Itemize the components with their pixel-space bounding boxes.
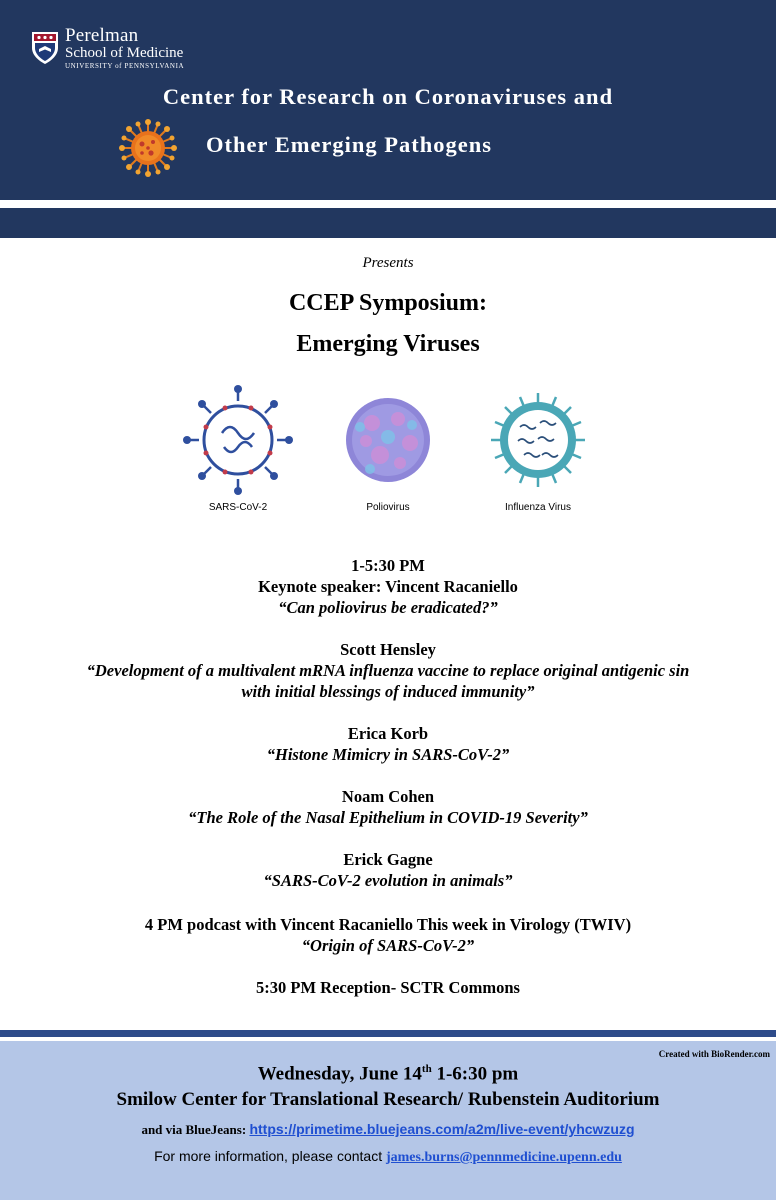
event-date-suffix: th (421, 1063, 432, 1075)
event-date-main: Wednesday, June 14 (257, 1063, 422, 1085)
header-divider-bar (0, 208, 776, 238)
coronavirus-icon (118, 118, 178, 178)
symposium-subtitle: Emerging Viruses (296, 331, 480, 357)
speaker-name: Noam Cohen (341, 787, 435, 806)
center-title-line2: Other Emerging Pathogens (206, 132, 493, 157)
sars-cov-2-icon (183, 385, 293, 495)
event-time: 1-6:30 pm (431, 1063, 519, 1085)
bluejeans-label: and via BlueJeans: (141, 1122, 250, 1137)
contact-line (0, 1148, 776, 1166)
virus-label-sars-cov-2: SARS-CoV-2 (208, 502, 268, 513)
event-venue: Smilow Center for Translational Research/ Rubenstein Auditorium (116, 1089, 660, 1110)
speaker-talk: “Histone Mimicry in SARS-CoV-2” (266, 745, 510, 764)
speaker-talk: “SARS-CoV-2 evolution in animals” (263, 871, 513, 890)
symposium-title: CCEP Symposium: (288, 290, 488, 316)
virus-label-influenza: Influenza Virus (505, 502, 571, 513)
virus-label-poliovirus: Poliovirus (366, 502, 410, 513)
speaker-name: Scott Hensley (340, 640, 436, 659)
keynote-talk: “Can poliovirus be eradicated?” (278, 598, 498, 617)
virus-illustrations (0, 385, 776, 515)
speaker-name: Erick Gagne (343, 850, 433, 869)
speaker-talk: “Development of a multivalent mRNA influenza vaccine to replace original antigenic sin (86, 661, 690, 680)
logo-line-university: UNIVERSITY of PENNSYLVANIA (65, 62, 185, 70)
biorender-credit: Created with BioRender.com (658, 1049, 770, 1059)
presents-label: Presents (362, 255, 414, 271)
influenza-virus-icon (491, 393, 585, 487)
bluejeans-line (0, 1121, 776, 1138)
penn-shield-icon (30, 30, 60, 66)
keynote-speaker: Keynote speaker: Vincent Racaniello (258, 577, 518, 596)
contact-email-link[interactable]: james.burns@pennmedicine.upenn.edu (385, 1150, 622, 1165)
footer-divider-bar (0, 1030, 776, 1037)
podcast-talk: “Origin of SARS-CoV-2” (301, 936, 475, 955)
perelman-logo (30, 26, 184, 70)
center-title-line1: Center for Research on Coronaviruses and (162, 84, 614, 109)
speaker-talk-continued: with initial blessings of induced immunity” (241, 682, 535, 701)
speaker-talk: “The Role of the Nasal Epithelium in COVID-19 Severity” (188, 808, 588, 827)
podcast-line: 4 PM podcast with Vincent Racaniello This week in Virology (TWIV) (144, 915, 632, 934)
speaker-name: Erica Korb (347, 724, 429, 743)
bluejeans-link[interactable]: https://primetime.bluejeans.com/a2m/live-event/yhcwzuzg (249, 1121, 635, 1137)
reception-line: 5:30 PM Reception- SCTR Commons (256, 978, 520, 997)
logo-line-school: School of Medicine (65, 45, 184, 61)
program-time: 1-5:30 PM (351, 556, 425, 575)
contact-label: For more information, please contact (154, 1148, 386, 1164)
logo-line-perelman: Perelman (65, 25, 139, 46)
event-date (0, 1063, 776, 1085)
poliovirus-icon (346, 398, 430, 482)
